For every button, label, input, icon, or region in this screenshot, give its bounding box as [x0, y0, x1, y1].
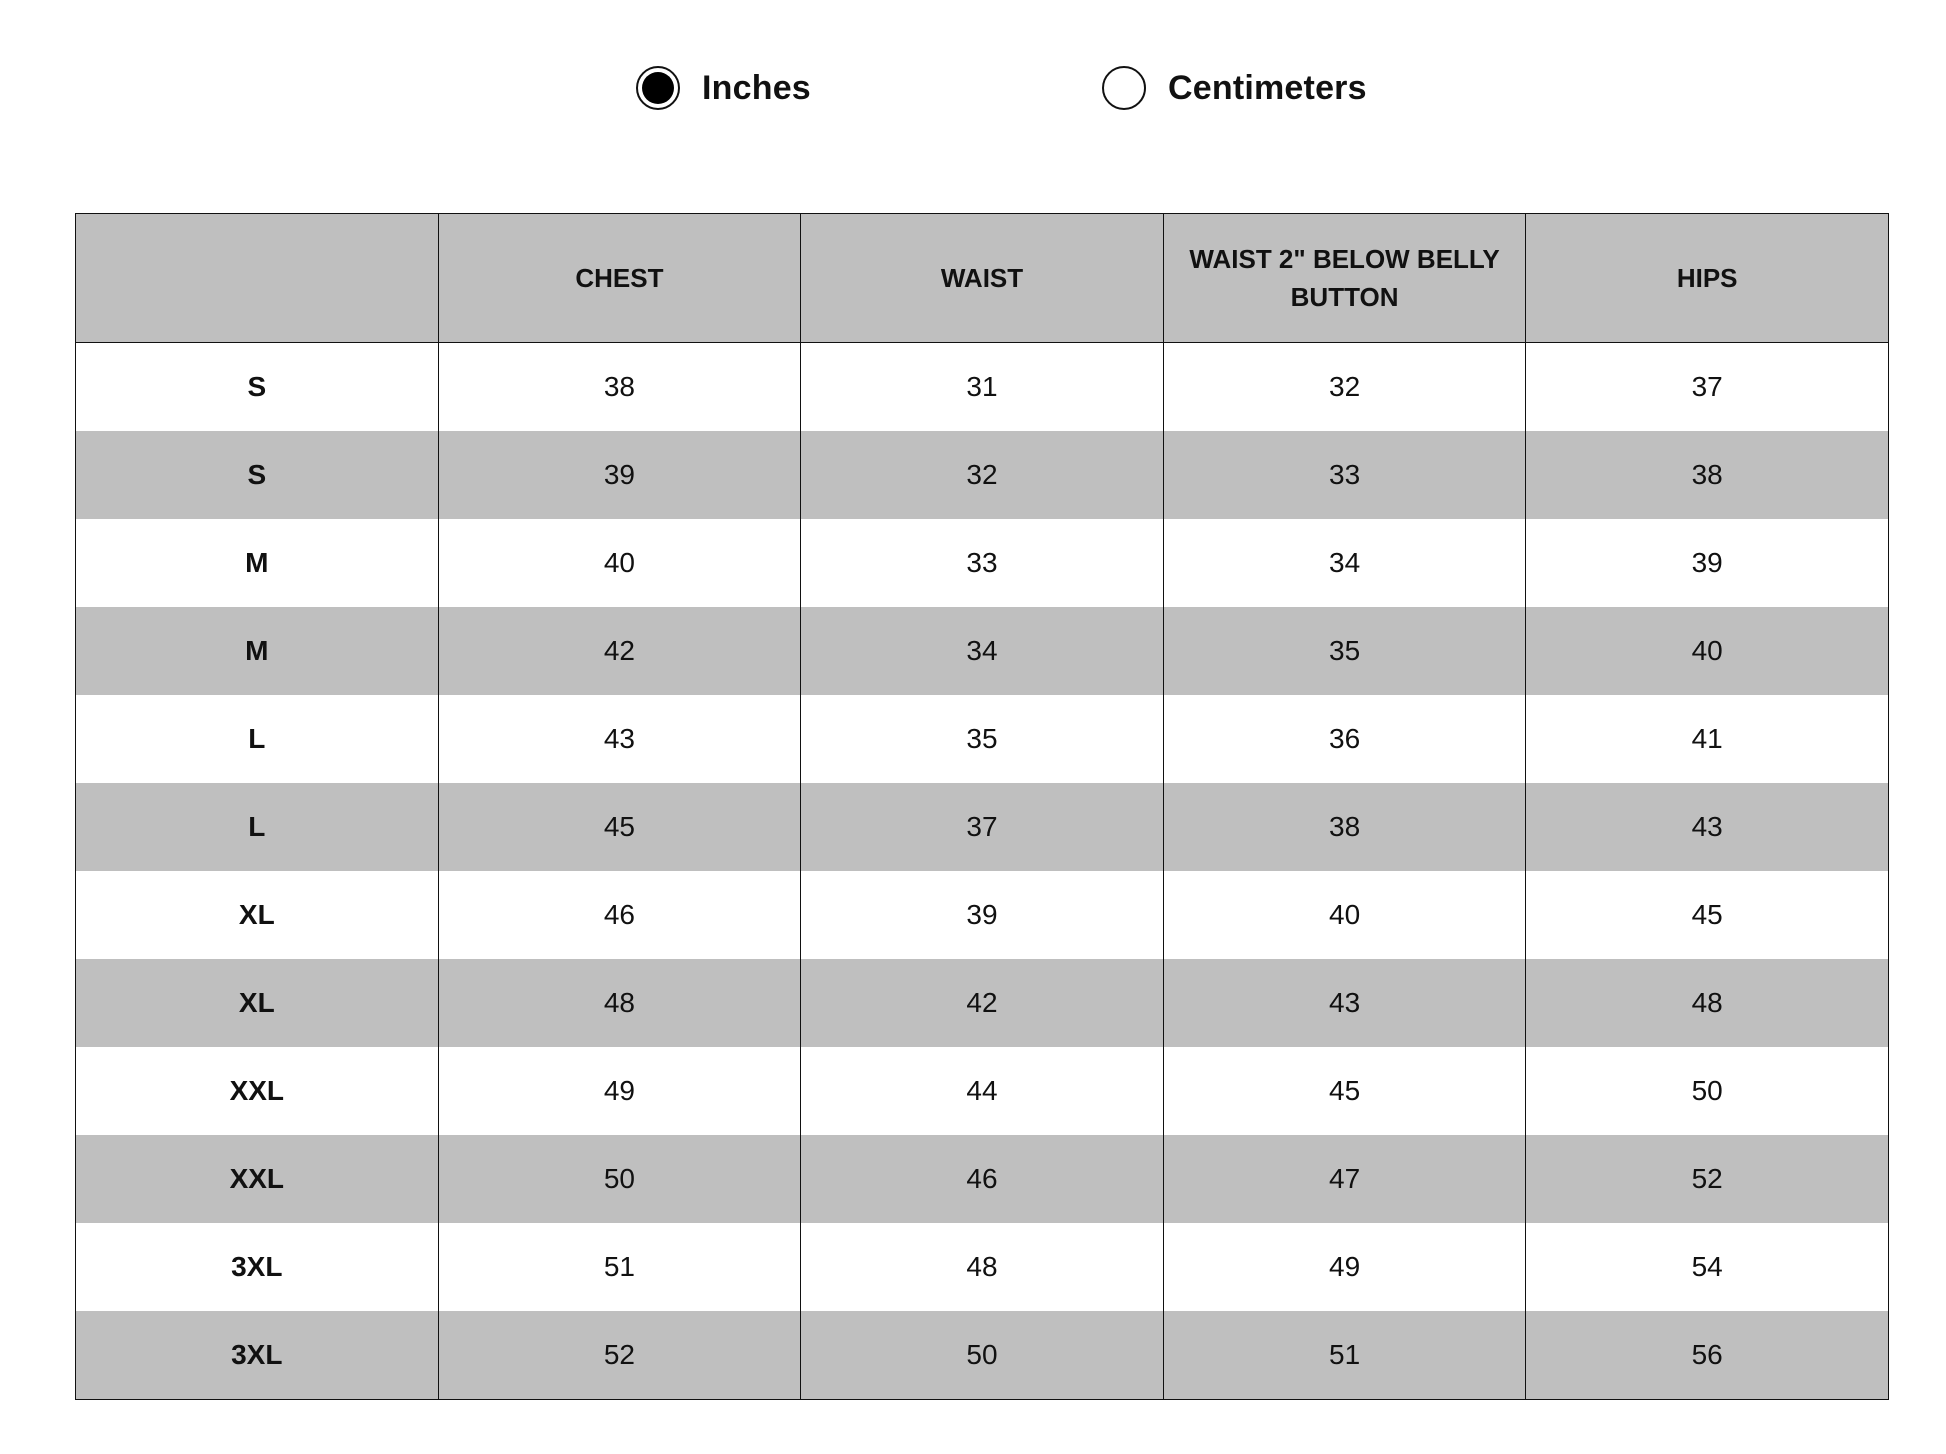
waist-below-belly-button-cell: 43 [1163, 959, 1526, 1047]
chest-cell: 45 [438, 783, 801, 871]
hips-cell: 37 [1526, 343, 1889, 432]
header-waist: WAIST [801, 214, 1164, 343]
waist-cell: 39 [801, 871, 1164, 959]
chest-cell: 43 [438, 695, 801, 783]
size-cell: L [76, 695, 439, 783]
hips-cell: 48 [1526, 959, 1889, 1047]
header-hips: HIPS [1526, 214, 1889, 343]
chest-cell: 42 [438, 607, 801, 695]
table-row [76, 783, 1889, 871]
inches-radio-button[interactable] [636, 66, 680, 110]
waist-cell: 46 [801, 1135, 1164, 1223]
size-cell: M [76, 607, 439, 695]
waist-below-belly-button-cell: 40 [1163, 871, 1526, 959]
hips-cell: 52 [1526, 1135, 1889, 1223]
waist-cell: 35 [801, 695, 1164, 783]
table-row [76, 343, 1889, 432]
size-cell: M [76, 519, 439, 607]
header-waist-below-belly-button: WAIST 2" BELOW BELLY BUTTON [1163, 214, 1526, 343]
size-cell: L [76, 783, 439, 871]
waist-cell: 42 [801, 959, 1164, 1047]
chest-cell: 51 [438, 1223, 801, 1311]
waist-below-belly-button-cell: 36 [1163, 695, 1526, 783]
centimeters-radio-option[interactable] [1102, 58, 1367, 118]
table-row [76, 1047, 1889, 1135]
chest-cell: 49 [438, 1047, 801, 1135]
table-row [76, 871, 1889, 959]
chest-cell: 40 [438, 519, 801, 607]
unit-toggle [0, 58, 1946, 118]
size-cell: S [76, 343, 439, 432]
hips-cell: 54 [1526, 1223, 1889, 1311]
centimeters-label: Centimeters [1168, 68, 1367, 107]
hips-cell: 40 [1526, 607, 1889, 695]
inches-label: Inches [702, 68, 811, 107]
inches-radio-option[interactable] [636, 58, 811, 118]
hips-cell: 43 [1526, 783, 1889, 871]
waist-cell: 48 [801, 1223, 1164, 1311]
waist-cell: 31 [801, 343, 1164, 432]
size-cell: XXL [76, 1047, 439, 1135]
header-size [76, 214, 439, 343]
waist-cell: 50 [801, 1311, 1164, 1400]
waist-below-belly-button-cell: 38 [1163, 783, 1526, 871]
chest-cell: 50 [438, 1135, 801, 1223]
centimeters-radio-button[interactable] [1102, 66, 1146, 110]
waist-cell: 32 [801, 431, 1164, 519]
size-chart-table [75, 213, 1889, 1400]
hips-cell: 39 [1526, 519, 1889, 607]
waist-cell: 33 [801, 519, 1164, 607]
hips-cell: 56 [1526, 1311, 1889, 1400]
waist-below-belly-button-cell: 35 [1163, 607, 1526, 695]
table-row [76, 607, 1889, 695]
chest-cell: 38 [438, 343, 801, 432]
table-row [76, 1311, 1889, 1400]
table-row [76, 519, 1889, 607]
size-cell: XL [76, 871, 439, 959]
waist-cell: 37 [801, 783, 1164, 871]
chest-cell: 46 [438, 871, 801, 959]
table-body [76, 343, 1889, 1400]
hips-cell: 45 [1526, 871, 1889, 959]
chest-cell: 52 [438, 1311, 801, 1400]
waist-below-belly-button-cell: 33 [1163, 431, 1526, 519]
size-cell: 3XL [76, 1223, 439, 1311]
waist-cell: 34 [801, 607, 1164, 695]
size-cell: 3XL [76, 1311, 439, 1400]
table-row [76, 959, 1889, 1047]
waist-below-belly-button-cell: 45 [1163, 1047, 1526, 1135]
hips-cell: 50 [1526, 1047, 1889, 1135]
chest-cell: 39 [438, 431, 801, 519]
radio-selected-dot [642, 72, 674, 104]
table-row [76, 1135, 1889, 1223]
chest-cell: 48 [438, 959, 801, 1047]
header-chest: CHEST [438, 214, 801, 343]
waist-below-belly-button-cell: 34 [1163, 519, 1526, 607]
waist-below-belly-button-cell: 51 [1163, 1311, 1526, 1400]
size-cell: S [76, 431, 439, 519]
waist-below-belly-button-cell: 49 [1163, 1223, 1526, 1311]
waist-cell: 44 [801, 1047, 1164, 1135]
hips-cell: 41 [1526, 695, 1889, 783]
waist-below-belly-button-cell: 32 [1163, 343, 1526, 432]
size-cell: XXL [76, 1135, 439, 1223]
hips-cell: 38 [1526, 431, 1889, 519]
waist-below-belly-button-cell: 47 [1163, 1135, 1526, 1223]
table-row [76, 1223, 1889, 1311]
size-cell: XL [76, 959, 439, 1047]
table-row [76, 431, 1889, 519]
table-row [76, 695, 1889, 783]
table-header-row [76, 214, 1889, 343]
